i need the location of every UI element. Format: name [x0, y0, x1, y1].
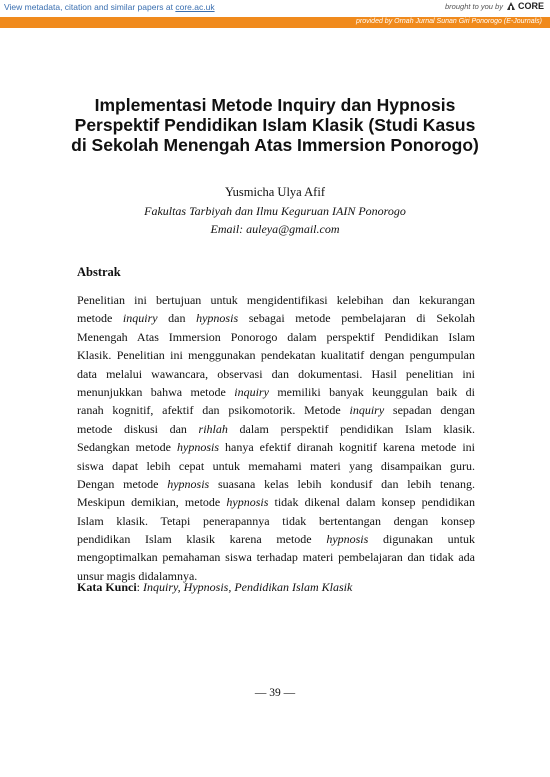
abstract-term: hypnosis [167, 476, 210, 491]
abstract-text: data melalui wawancara, observasi dan dokumentasi. Hasil penelitian ini [77, 366, 475, 381]
abstract-line [77, 346, 475, 364]
paper-title [40, 95, 510, 155]
abstract-text: suasana kelas lebih kondusif dan lebih tenang. [209, 476, 475, 491]
abstract-heading: Abstrak [77, 265, 121, 279]
core-logo-icon [506, 1, 516, 11]
abstract-term: inquiry [122, 311, 158, 326]
abstract-term: hypnosis [226, 495, 269, 510]
abstract-text: sebagai metode pembelajaran di Sekolah [238, 311, 475, 326]
core-label: CORE [517, 1, 544, 11]
keywords [77, 580, 352, 595]
abstract-text: digunakan untuk [368, 532, 475, 547]
abstract-text: dan [157, 311, 197, 326]
abstract-term: hypnosis [177, 440, 219, 455]
title-line: Implementasi Metode Inquiry dan Hypnosis [94, 95, 456, 115]
abstract-text: metode [77, 311, 123, 326]
abstract-line [77, 309, 475, 327]
abstract-text: mengoptimalkan pemahaman siswa terhadap materi pembelajaran dan tidak ada [77, 550, 475, 565]
abstract-line [77, 475, 475, 493]
abstract-term: hypnosis [196, 311, 239, 326]
core-ac-uk-link[interactable]: core.ac.uk [175, 2, 215, 12]
abstract-text: memiliki banyak keunggulan baik di [268, 384, 475, 399]
abstract-text: ranah kognitif, afektif dan psikomotorik. Metode [77, 403, 350, 418]
brought-by-core[interactable] [445, 1, 544, 11]
keywords-label: Kata Kunci [77, 580, 137, 594]
page-number: — 39 — [254, 687, 296, 699]
core-logo[interactable] [506, 1, 544, 11]
abstract-line [77, 365, 475, 383]
abstract-text: hanya efektif diranah kognitif karena metode ini [219, 440, 475, 455]
abstract-line [77, 438, 475, 456]
provider-text[interactable]: provided by Ornah Jurnal Sunan Giri Ponorogo (E-Journals) [356, 18, 542, 25]
abstract-line [77, 420, 475, 438]
core-metadata-link[interactable] [4, 2, 215, 12]
abstract-line [77, 291, 475, 309]
abstract-text: Islam klasik. Tetapi penerapannya tidak bertentangan dengan konsep [77, 513, 475, 528]
abstract-text: pendidikan Islam klasik karena metode [77, 532, 327, 547]
title-line: di Sekolah Menengah Atas Immersion Ponorogo) [71, 135, 479, 155]
abstract-term: hypnosis [326, 532, 369, 547]
abstract-text: Sedangkan metode [77, 440, 177, 455]
abstract-text: sepadan dengan [384, 403, 475, 418]
abstract-body [77, 291, 475, 585]
abstract-line [77, 457, 475, 475]
keywords-separator: : [136, 580, 144, 594]
abstract-term: rihlah [198, 421, 228, 436]
abstract-text: dalam perspektif pendidikan Islam klasik. [227, 421, 475, 436]
abstract-text: Penelitian ini bertujuan untuk mengidentifikasi kelebihan dan kekurangan [77, 293, 475, 307]
abstract-text: Dengan metode [77, 476, 168, 491]
author-affiliation: Fakultas Tarbiyah dan Ilmu Keguruan IAIN Ponorogo [144, 204, 406, 218]
provider-banner [0, 17, 550, 28]
abstract-line [77, 530, 475, 548]
abstract-text: Klasik. Penelitian ini menggunakan pendekatan kualitatif dengan pengumpulan [77, 348, 475, 363]
brought-to-you-text: brought to you by [445, 1, 503, 11]
abstract-text: Meskipun demikian, metode [77, 495, 227, 510]
abstract-text: menunjukkan bahwa metode [77, 384, 235, 399]
abstract-text: tidak dikenal dalam konsep pendidikan [268, 495, 475, 510]
abstract-text: siswa dapat lebih cepat untuk memahami materi yang disampaikan guru. [77, 458, 475, 473]
abstract-text: unsur magis didalamnya. [77, 568, 198, 583]
keywords-list: Inquiry, Hypnosis, Pendidikan Islam Klasik [143, 580, 353, 594]
title-line: Perspektif Pendidikan Islam Klasik (Studi Kasus [74, 115, 476, 135]
abstract-term: inquiry [234, 384, 269, 399]
core-header-bar [0, 0, 550, 16]
abstract-term: inquiry [349, 403, 385, 418]
author-name: Yusmicha Ulya Afif [225, 185, 325, 199]
abstract-line [77, 493, 475, 511]
abstract-line [77, 328, 475, 346]
author-email: Email: auleya@gmail.com [210, 222, 340, 236]
abstract-line [77, 383, 475, 401]
abstract-line [77, 401, 475, 419]
abstract-line [77, 548, 475, 566]
metadata-prefix: View metadata, citation and similar papers at [4, 2, 176, 12]
abstract-text: Menengah Atas Immersion Ponorogo dalam perspektif Pendidikan Islam [77, 329, 475, 344]
abstract-text: metode diskusi dan [77, 421, 199, 436]
abstract-line [77, 512, 475, 530]
